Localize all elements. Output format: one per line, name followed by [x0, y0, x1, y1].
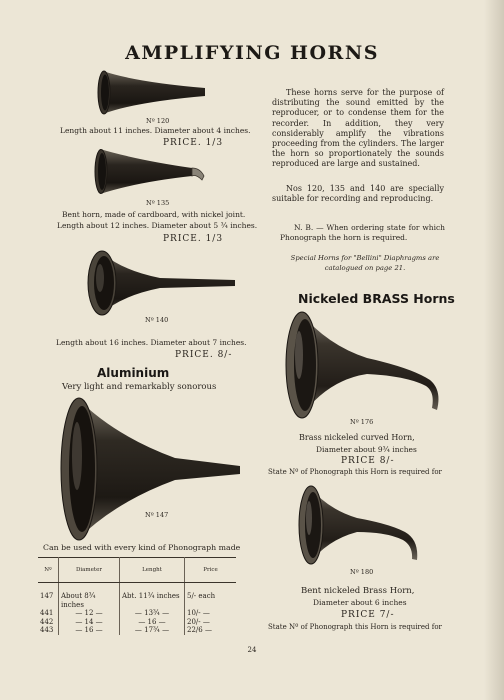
brass-horns-heading: Nickeled BRASS Horns [298, 291, 455, 306]
table-cell: About 8¾ inches [59, 583, 120, 610]
table-cell: 20/- — [187, 617, 210, 626]
table-cell: — 14 — [59, 618, 120, 627]
horn-180-caption-line1: Bent nickeled Brass Horn, [301, 586, 415, 596]
table-header-length: Lenght [120, 558, 185, 583]
table-header-price: Price [185, 558, 237, 583]
table-header-diameter: Diameter [59, 558, 120, 583]
table-header-number: Nº [38, 558, 59, 583]
aluminium-price-table [38, 557, 236, 635]
horn-180-number: Nº 180 [350, 568, 374, 576]
page-edge-shadow [484, 0, 504, 700]
horn-176-caption-line1: Brass nickeled curved Horn, [299, 433, 415, 442]
aluminium-subheading: Very light and remarkably sonorous [62, 382, 217, 392]
horn-180-price: PRICE 7/- [341, 610, 395, 620]
horn-176-caption-line2: Diameter about 9¾ inches [316, 445, 417, 454]
aluminium-usage-note: Can be used with every kind of Phonograph made [43, 543, 241, 552]
horn-147-illustration [55, 396, 245, 542]
horn-140-illustration [80, 248, 240, 318]
table-cell: 443 [38, 626, 59, 635]
horn-180-caption-line2: Diameter about 6 inches [313, 598, 407, 607]
horn-135-caption-line2: Length about 12 inches. Diameter about 5 ¾ inches. [57, 221, 258, 230]
horn-120-number: Nº 120 [146, 117, 170, 125]
page-title: AMPLIFYING HORNS [125, 42, 379, 64]
table-cell: — 12 — [59, 609, 120, 618]
table-cell: — 16 — [120, 618, 185, 627]
horn-180-illustration [295, 484, 435, 566]
horn-135-number: Nº 135 [146, 199, 170, 207]
table-cell: Abt. 11¾ inches [120, 583, 185, 610]
special-horns-note: Special Horns for "Bellini" Diaphragms are catalogued on page 21. [290, 254, 440, 272]
table-row [38, 583, 236, 610]
table-header-row [38, 558, 236, 583]
horn-135-price: PRICE. 1/3 [163, 234, 224, 244]
recording-note: Nos 120, 135 and 140 are specially suitable for recording and reproducing. [272, 184, 444, 204]
horn-140-price: PRICE. 8/- [175, 350, 233, 360]
page-number: 24 [247, 646, 257, 654]
table-cell: 147 [38, 583, 59, 610]
table-cell: — 17¾ — [120, 626, 185, 635]
horn-176-illustration [282, 310, 452, 422]
intro-paragraph: These horns serve for the purpose of distributing the sound emitted by the reproducer, or to condense them for the recorder. In addition, they very considerably amplify the vibrations proceeding from the cylinders. The larger the horn so proportionately the sounds reproduced are large and sustained. [272, 88, 444, 169]
horn-176-price: PRICE 8/- [341, 456, 395, 466]
table-cell: — 13¾ — [120, 609, 185, 618]
horn-176-number: Nº 176 [350, 418, 374, 426]
table-cell: 5/- each [187, 592, 216, 600]
table-cell: 441 [38, 609, 59, 618]
horn-135-caption-line1: Bent horn, made of cardboard, with nickel joint. [62, 210, 246, 219]
aluminium-heading: Aluminium [97, 366, 170, 380]
table-cell: — 16 — [59, 626, 120, 635]
table-row [38, 609, 236, 618]
ordering-note: N. B. — When ordering state for which Phonograph the horn is required. [280, 223, 445, 243]
table-cell: 22/6 — [187, 626, 212, 634]
horn-120-illustration [95, 68, 215, 118]
table-cell: 10/- — [187, 609, 210, 617]
horn-120-caption: Length about 11 inches. Diameter about 4 inches. [60, 126, 251, 135]
horn-147-number: Nº 147 [145, 511, 169, 519]
horn-176-order-note: State Nº of Phonograph this Horn is required for [268, 468, 442, 476]
table-row [38, 618, 236, 627]
horn-180-order-note: State Nº of Phonograph this Horn is required for [268, 623, 442, 631]
table-row [38, 626, 236, 635]
horn-140-caption: Length about 16 inches. Diameter about 7 inches. [56, 338, 247, 347]
horn-135-illustration [92, 146, 212, 198]
table-cell: 442 [38, 618, 59, 627]
horn-140-number: Nº 140 [145, 316, 169, 324]
horn-120-price: PRICE. 1/3 [163, 138, 224, 148]
